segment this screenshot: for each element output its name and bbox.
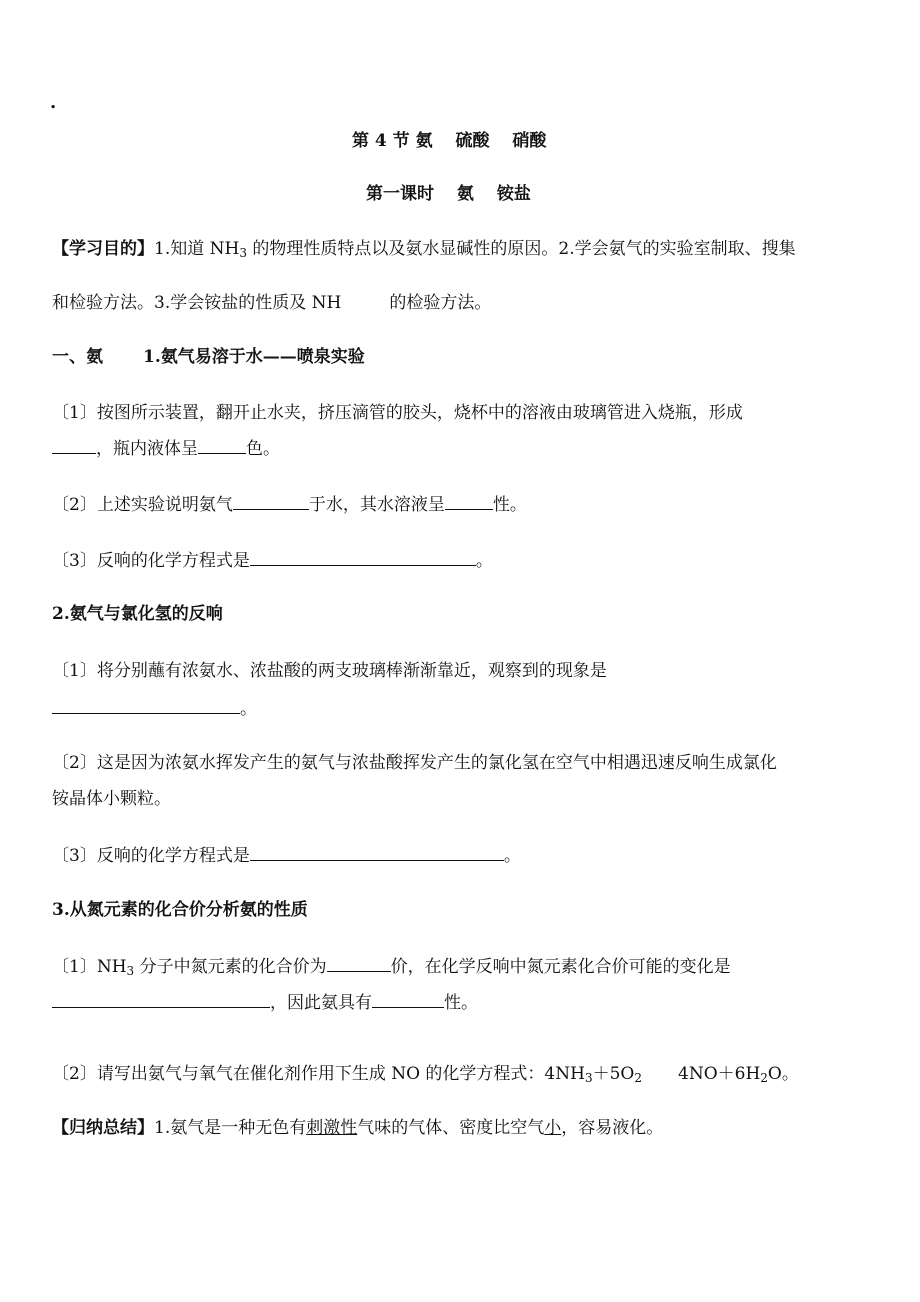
s3-q1-text-b: 分子中氮元素的化合价为 xyxy=(134,957,327,977)
objective-text-b: 的物理性质特点以及氨水显碱性的原因。2.学会氨气的实验室制取、搜集 xyxy=(246,239,796,259)
objective-text-a: 1.知道 NH xyxy=(154,239,240,259)
s1-q2 xyxy=(52,493,527,516)
s3-q1-text-c: 价，在化学反响中氮元素化合价可能的变化是 xyxy=(390,957,731,977)
blank-8[interactable] xyxy=(327,955,391,972)
summary-line xyxy=(52,1117,663,1139)
s1-q3-text-a: 〔3〕反响的化学方程式是 xyxy=(52,551,250,571)
s1-q2-text-c: 性。 xyxy=(492,495,527,515)
summary-text-a: 1.氨气是一种无色有 xyxy=(154,1118,307,1138)
blank-1[interactable] xyxy=(52,437,96,454)
s1-q3-text-b: 。 xyxy=(475,551,493,571)
s3-q1-line2 xyxy=(52,991,478,1014)
s2-q3-text-a: 〔3〕反响的化学方程式是 xyxy=(52,846,250,866)
s2-q1-line1: 〔1〕将分别蘸有浓氨水、浓盐酸的两支玻璃棒渐渐靠近，观察到的现象是 xyxy=(52,661,607,681)
blank-4[interactable] xyxy=(445,493,493,510)
s3-q2-sub3: 2 xyxy=(760,1071,768,1085)
blank-3[interactable] xyxy=(233,493,309,510)
s2-q3 xyxy=(52,844,521,867)
summary-text-b: 气味的气体、密度比空气 xyxy=(357,1118,545,1138)
s3-q2-text-d: O。 xyxy=(767,1064,799,1084)
summary-underline-1: 刺激性 xyxy=(306,1118,358,1138)
section1-heading: 一、氨 xyxy=(52,347,103,367)
s3-q2-text-c: 4NO＋6H xyxy=(678,1064,761,1084)
objective-line2-b: 的检验方法。 xyxy=(389,293,492,313)
s2-q1-line2 xyxy=(52,697,257,720)
s1-q2-text-a: 〔2〕上述实验说明氨气 xyxy=(52,495,233,515)
blank-9[interactable] xyxy=(52,991,270,1008)
s3-q2-sub1: 3 xyxy=(584,1071,593,1085)
summary-text-c: ，容易液化。 xyxy=(561,1118,664,1138)
blank-6[interactable] xyxy=(52,697,240,714)
s2-q2-line1: 〔2〕这是因为浓氨水挥发产生的氨气与浓盐酸挥发产生的氯化氢在空气中相遇迅速反响生成氯化 xyxy=(52,753,777,773)
s1-q1-line2 xyxy=(52,437,280,460)
s1-q1-line1: 〔1〕按图所示装置，翻开止水夹，挤压滴管的胶头，烧杯中的溶液由玻璃管进入烧瓶，形成 xyxy=(52,403,743,423)
s1-q1-text-b: 色。 xyxy=(246,439,280,459)
objective-subscript: 3 xyxy=(239,246,247,260)
s2-q2-line2: 铵晶体小颗粒。 xyxy=(52,789,171,809)
objective-line-2 xyxy=(52,292,491,314)
s1-q2-text-b: 于水，其水溶液呈 xyxy=(308,495,445,515)
page-subtitle: 第一课时 氨 铵盐 xyxy=(366,184,531,204)
s3-q2-sub2: 2 xyxy=(634,1071,642,1085)
blank-10[interactable] xyxy=(372,991,444,1008)
objective-line-1 xyxy=(52,238,796,264)
s2-q3-text-b: 。 xyxy=(503,846,521,866)
s3-q1-line1 xyxy=(52,955,731,982)
s3-q2 xyxy=(52,1063,799,1089)
section1-sub1: 1.氨气易溶于水——喷泉实验 xyxy=(143,347,365,367)
s2-q1-end: 。 xyxy=(240,699,257,719)
blank-7[interactable] xyxy=(250,844,504,861)
blank-5[interactable] xyxy=(250,549,476,566)
section2-heading: 2.氨气与氯化氢的反响 xyxy=(52,604,223,624)
section1-heading-row xyxy=(52,346,365,368)
objective-line2-a: 和检验方法。3.学会铵盐的性质及 NH xyxy=(52,293,342,313)
s3-q1-line2-b: 性。 xyxy=(444,993,478,1013)
s3-q1-line2-a: ，因此氨具有 xyxy=(270,993,372,1013)
blank-2[interactable] xyxy=(198,437,246,454)
s3-q2-text-b: ＋5O xyxy=(592,1064,635,1084)
summary-label: 【归纳总结】 xyxy=(52,1118,154,1138)
objective-label: 【学习目的】 xyxy=(52,239,154,259)
s3-q1-subscript: 3 xyxy=(126,964,135,978)
s3-q2-text-a: 〔2〕请写出氨气与氧气在催化剂作用下生成 NO 的化学方程式：4NH xyxy=(52,1064,585,1084)
section3-heading: 3.从氮元素的化合价分析氨的性质 xyxy=(52,900,308,920)
s1-q3 xyxy=(52,549,493,572)
page-title: 第 4 节 氨 硫酸 硝酸 xyxy=(352,131,547,151)
page-dot: . xyxy=(50,92,57,113)
summary-underline-2: 小 xyxy=(544,1118,562,1138)
s1-q1-text-a: ，瓶内液体呈 xyxy=(96,439,198,459)
s3-q1-text-a: 〔1〕NH xyxy=(52,957,127,977)
